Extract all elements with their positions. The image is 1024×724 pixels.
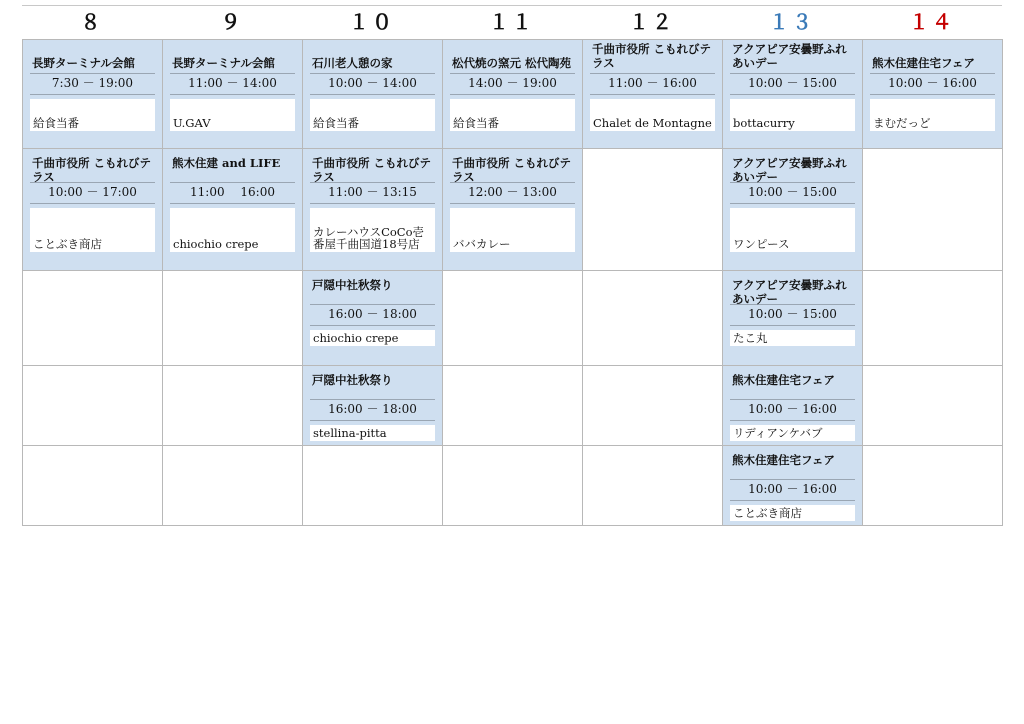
event-place <box>170 149 295 179</box>
event-cell <box>443 40 583 149</box>
empty-cell <box>863 149 1003 271</box>
event-block <box>170 149 295 270</box>
event-block <box>310 149 435 270</box>
event-place <box>730 366 855 396</box>
empty-cell <box>583 271 723 366</box>
day-label-2: １０ <box>349 10 395 34</box>
event-place-text: 千曲市役所 こもれびテラス <box>312 156 432 184</box>
event-place-text: 戸隠中社秋祭り <box>312 278 393 292</box>
event-time: 11:00 16:00 <box>190 185 275 199</box>
empty-cell <box>443 366 583 446</box>
event-time: 12:00 － 13:00 <box>468 185 557 199</box>
divider <box>30 203 155 204</box>
day-label-4: １２ <box>629 10 675 34</box>
event-cell <box>443 149 583 271</box>
event-block <box>310 271 435 365</box>
vendor-box <box>310 425 435 441</box>
empty-cell <box>23 446 163 526</box>
day-label-5: １３ <box>769 10 815 34</box>
empty-cell <box>863 446 1003 526</box>
empty-cell <box>23 271 163 366</box>
event-block <box>310 40 435 148</box>
vendor-name: ババカレー <box>453 237 511 251</box>
vendor-box <box>170 99 295 131</box>
event-place-text: 松代焼の窯元 松代陶苑 <box>452 56 572 70</box>
event-place <box>450 149 575 184</box>
vendor-box <box>30 208 155 252</box>
event-place-text: 千曲市役所 こもれびテラス <box>452 156 572 184</box>
event-block <box>170 40 295 148</box>
empty-cell <box>583 446 723 526</box>
event-time: 11:00 － 14:00 <box>188 76 277 90</box>
event-cell <box>303 40 443 149</box>
empty-cell <box>303 446 443 526</box>
event-place <box>30 149 155 184</box>
vendor-name: ことぶき商店 <box>33 237 102 251</box>
event-place-text: 熊木住建住宅フェア <box>732 373 835 387</box>
event-place-text: 熊木住建住宅フェア <box>872 56 975 70</box>
divider <box>730 203 855 204</box>
divider <box>310 325 435 326</box>
empty-cell <box>443 446 583 526</box>
day-label-0: ８ <box>80 10 104 34</box>
event-place-text: 長野ターミナル会館 <box>32 56 135 70</box>
vendor-box <box>590 99 715 131</box>
vendor-name: リディアンケバブ <box>733 426 823 440</box>
event-block <box>730 446 855 525</box>
event-place <box>730 149 855 184</box>
event-place <box>310 40 435 70</box>
empty-cell <box>163 446 303 526</box>
event-cell <box>723 271 863 366</box>
vendor-name: 給食当番 <box>313 116 359 130</box>
event-cell <box>303 366 443 446</box>
day-label-6: １４ <box>909 10 955 34</box>
vendor-box <box>730 99 855 131</box>
vendor-name: 給食当番 <box>33 116 79 130</box>
event-place-text: 戸隠中社秋祭り <box>312 373 393 387</box>
event-cell <box>863 40 1003 149</box>
divider <box>30 94 155 95</box>
divider <box>310 203 435 204</box>
vendor-name: stellina-pitta <box>313 426 387 440</box>
event-place-text: アクアピア安曇野ふれあいデー <box>732 42 847 70</box>
schedule-grid <box>22 39 1003 526</box>
event-time: 10:00 － 15:00 <box>748 307 837 321</box>
divider <box>450 203 575 204</box>
day-label-3: １１ <box>489 10 535 34</box>
event-block <box>730 40 855 148</box>
vendor-name: たこ丸 <box>733 331 768 345</box>
vendor-name: ことぶき商店 <box>733 506 802 520</box>
vendor-box <box>30 99 155 131</box>
vendor-box <box>450 208 575 252</box>
event-cell <box>723 149 863 271</box>
event-time: 11:00 － 13:15 <box>328 185 417 199</box>
divider <box>730 420 855 421</box>
vendor-name: ワンピース <box>733 237 790 251</box>
empty-cell <box>163 271 303 366</box>
event-place-text: 千曲市役所 こもれびテラス <box>32 156 152 184</box>
empty-cell <box>863 271 1003 366</box>
empty-cell <box>443 271 583 366</box>
vendor-name: まむだっど <box>873 116 931 130</box>
vendor-box <box>870 99 995 131</box>
top-rule <box>22 5 1002 6</box>
event-place <box>730 446 855 476</box>
event-time: 11:00 － 16:00 <box>608 76 697 90</box>
vendor-box <box>310 99 435 131</box>
event-time: 10:00 － 16:00 <box>748 402 837 416</box>
event-place <box>310 366 435 396</box>
day-header-row <box>22 9 1002 37</box>
vendor-name: Chalet de Montagne <box>593 116 712 130</box>
event-time: 10:00 － 16:00 <box>888 76 977 90</box>
event-time: 16:00 － 18:00 <box>328 307 417 321</box>
event-place <box>870 40 995 70</box>
divider <box>170 203 295 204</box>
divider <box>310 94 435 95</box>
event-place <box>730 40 855 70</box>
event-place <box>590 40 715 70</box>
vendor-name: U.GAV <box>173 116 211 130</box>
event-cell <box>583 40 723 149</box>
event-place <box>730 271 855 306</box>
event-place-text: アクアピア安曇野ふれあいデー <box>732 278 847 306</box>
event-cell <box>23 40 163 149</box>
event-place-text: 長野ターミナル会館 <box>172 56 275 70</box>
event-place <box>450 40 575 70</box>
event-block <box>450 40 575 148</box>
vendor-name: chiochio crepe <box>313 331 399 345</box>
event-cell <box>163 40 303 149</box>
vendor-box <box>730 425 855 441</box>
divider <box>450 94 575 95</box>
event-block <box>590 40 715 148</box>
empty-cell <box>583 149 723 271</box>
event-block <box>730 271 855 365</box>
divider <box>590 94 715 95</box>
event-block <box>870 40 995 148</box>
event-cell <box>163 149 303 271</box>
event-block <box>30 40 155 148</box>
event-time: 7:30 － 19:00 <box>51 76 134 90</box>
event-place-text: 熊木住建住宅フェア <box>732 453 835 467</box>
divider <box>730 325 855 326</box>
vendor-name: chiochio crepe <box>173 237 259 251</box>
event-cell <box>723 366 863 446</box>
empty-cell <box>163 366 303 446</box>
event-place <box>170 40 295 70</box>
event-place <box>310 149 435 184</box>
day-label-1: ９ <box>220 10 244 34</box>
event-time: 10:00 － 15:00 <box>748 185 837 199</box>
event-block <box>30 149 155 270</box>
event-block <box>730 366 855 445</box>
event-time: 16:00 － 18:00 <box>328 402 417 416</box>
vendor-box <box>730 208 855 252</box>
event-place <box>310 271 435 301</box>
event-cell <box>303 271 443 366</box>
vendor-box <box>310 330 435 346</box>
event-time: 10:00 － 14:00 <box>328 76 417 90</box>
event-block <box>730 149 855 270</box>
vendor-box <box>730 330 855 346</box>
empty-cell <box>863 366 1003 446</box>
event-place-text: アクアピア安曇野ふれあいデー <box>732 156 847 184</box>
event-place-text: 石川老人憩の家 <box>312 56 393 70</box>
divider <box>730 500 855 501</box>
event-place-text: 熊木住建 and LIFE <box>172 156 281 170</box>
event-place <box>30 40 155 70</box>
event-block <box>310 366 435 445</box>
vendor-box <box>730 505 855 521</box>
empty-cell <box>23 366 163 446</box>
event-cell <box>23 149 163 271</box>
event-cell <box>723 446 863 526</box>
divider <box>310 420 435 421</box>
vendor-name: 給食当番 <box>453 116 499 130</box>
event-cell <box>303 149 443 271</box>
divider <box>730 94 855 95</box>
vendor-box <box>170 208 295 252</box>
event-time: 10:00 － 16:00 <box>748 482 837 496</box>
divider <box>170 94 295 95</box>
vendor-box <box>310 208 435 252</box>
vendor-name: bottacurry <box>733 116 795 130</box>
vendor-name: カレーハウスCoCo壱番屋千曲国道18号店 <box>313 225 425 251</box>
event-time: 10:00 － 15:00 <box>748 76 837 90</box>
event-place-text: 千曲市役所 こもれびテラス <box>592 42 712 70</box>
event-block <box>450 149 575 270</box>
event-time: 14:00 － 19:00 <box>468 76 557 90</box>
divider <box>870 94 995 95</box>
empty-cell <box>583 366 723 446</box>
event-cell <box>723 40 863 149</box>
event-time: 10:00 － 17:00 <box>48 185 137 199</box>
vendor-box <box>450 99 575 131</box>
